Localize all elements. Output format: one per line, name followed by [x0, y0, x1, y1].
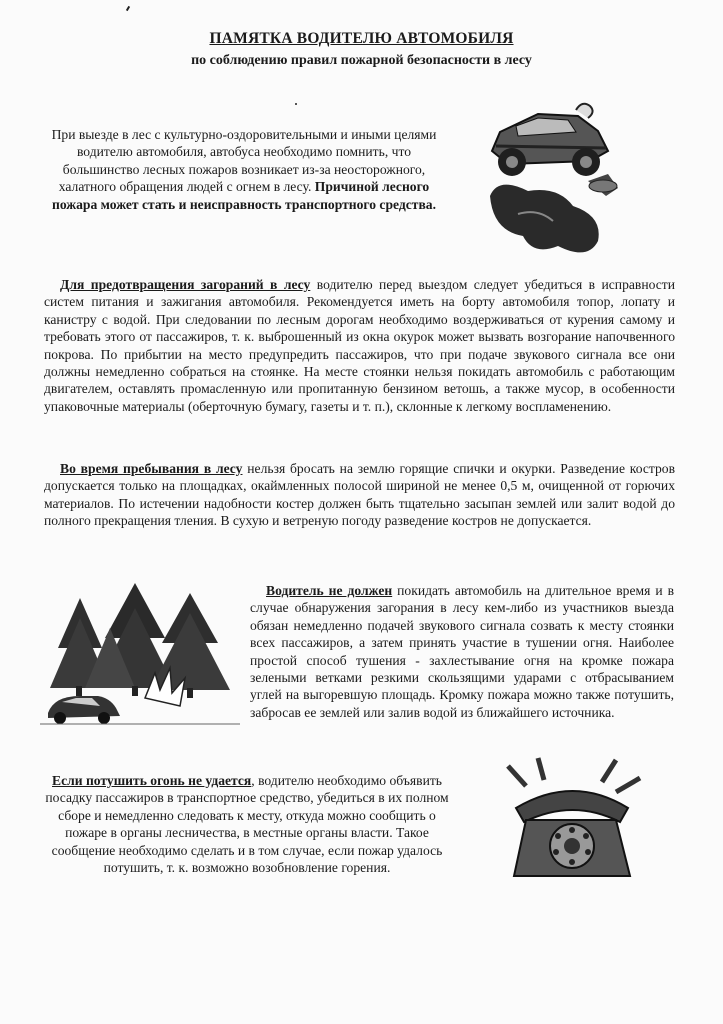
driver-lead: Водитель не должен — [266, 583, 393, 598]
intro-text: При выезде в лес с культурно-оздоровительными и иными целями водителю автомобиля, автобуса необходимо помнить, что большинство лесных пожаров возникает из-за неосторожного, халатного обращения людей с огнем в лесу. — [51, 127, 437, 195]
stay-text: нельзя бросать на землю горящие спички и окурки. Разведение костров допускается только на площадках, окаймленных полосой шириной не менее 0,5 м, очищенной от горючих материалов. По истечении надобности костер должен быть тщательно засыпан землей или залит водой до полного прекращения тления. В сухую и ветреную погоду разведение костров не допускается. — [44, 461, 675, 529]
scan-speck — [126, 6, 130, 11]
stay-section — [44, 460, 675, 530]
page-title: ПАМЯТКА ВОДИТЕЛЮ АВТОМОБИЛЯ — [209, 30, 514, 47]
page-subtitle: по соблюдению правил пожарной безопасности в лесу — [191, 53, 532, 68]
fail-text: , водителю необходимо объявить посадку пассажиров в транспортное средство, убедиться в их полном сборе и немедленно следовать к месту, откуда можно сообщить о пожаре в органы лесничества, в местные органы власти. Такое сообщение необходимо сделать и в том случае, если пожар удалось потушить, т. к. возможно возобновление горения. — [45, 773, 449, 876]
intro-bold-text: Причиной лесного пожара может стать и неисправность транспортного средства. — [51, 179, 437, 212]
prevention-lead: Для предотвращения загораний в лесу — [60, 277, 311, 292]
telephone-icon — [498, 756, 648, 886]
fail-section — [38, 772, 456, 876]
driver-section — [250, 582, 674, 721]
forest-fire-icon — [40, 578, 250, 728]
fail-lead: Если потушить огонь не удается — [52, 773, 252, 788]
scan-dot — [295, 103, 297, 105]
stay-lead: Во время пребывания в лесу — [60, 461, 243, 476]
jeep-icon — [478, 96, 638, 266]
prevention-section — [44, 276, 675, 415]
intro-block — [44, 126, 444, 213]
prevention-text: водителю перед выездом следует убедиться в исправности систем питания и зажигания автомобиля. Рекомендуется иметь на борту автомобиля топор, лопату и канистру с водой. При следовании по лесным дорогам необходимо воздерживаться от курения самому и требовать этого от пассажиров, т. к. выброшенный из окна окурок может вызвать возгорание напочвенного покрова. По прибытии на место предупредить пассажиров, что при подаче звукового сигнала все они должны немедленно собраться на стоянке. На месте стоянки нельзя покидать автомобиль с работающим двигателем, оставлять промасленную или пропитанную бензином ветошь, а также мусор, в особенности упаковочные материалы (оберточную бумагу, газеты и т. п.), склонные к легкому воспламенению. — [44, 277, 675, 414]
driver-text: покидать автомобиль на длительное время и в случае обнаружения загорания в лесу кем-либо из участников выезда обязан немедленно подачей звукового сигнала созвать к месту стоянки всех пассажиров, а затем принять участие в тушении огня. Наиболее простой способ тушения - захлестывание огня на кромке пожара зелеными ветками резкими скользящими ударами с отбрасыванием углей на выгоревшую площадь. Кромку пожара можно также потушить, забросав ее землей или залив водой из ближайшего источника. — [250, 583, 674, 720]
